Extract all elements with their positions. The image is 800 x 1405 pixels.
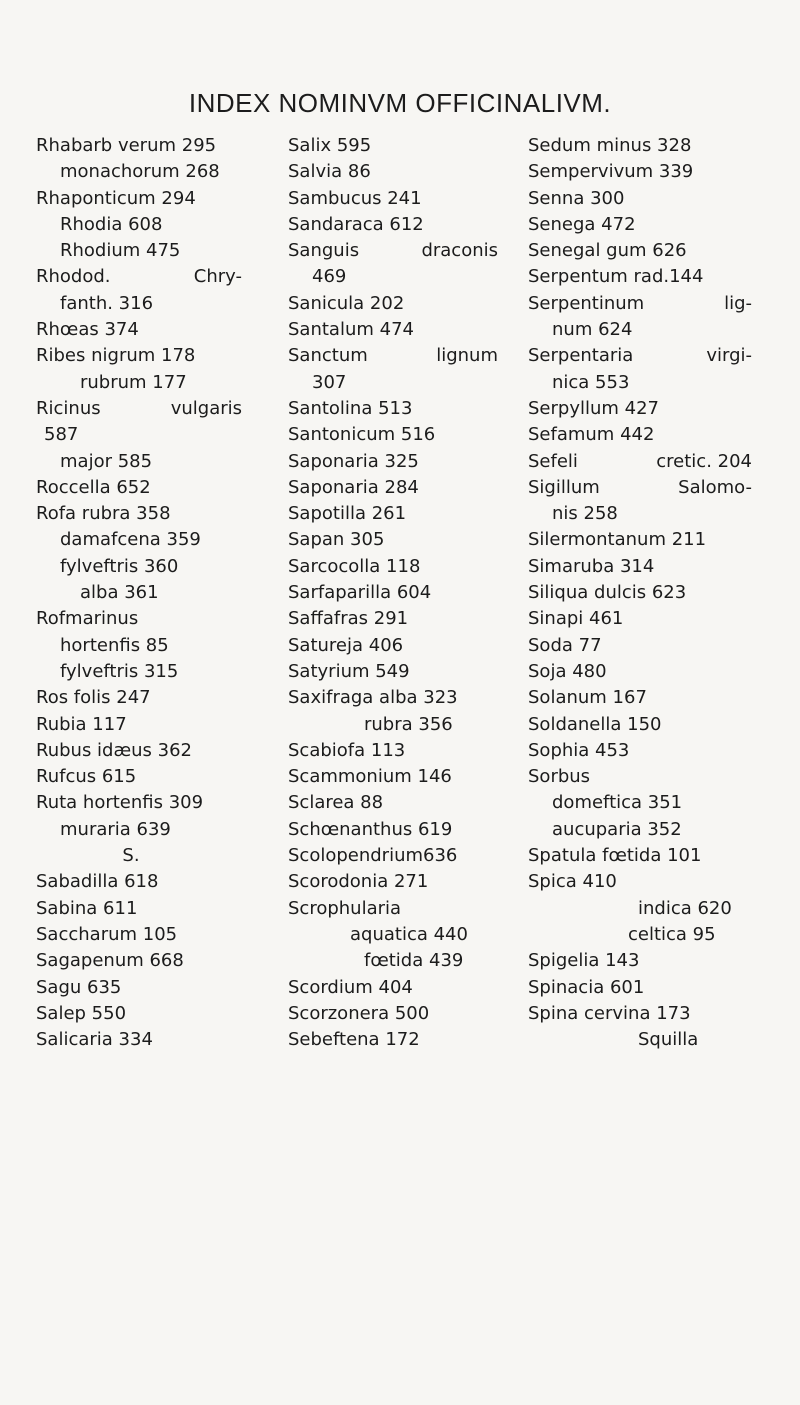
- index-entry: Santolina 513: [288, 397, 413, 419]
- index-entry: Salix 595: [288, 135, 372, 156]
- index-entry: rubrum 177: [80, 371, 187, 393]
- index-entry: Sabina 611: [36, 897, 138, 919]
- index-entry: Scolopendrium636: [288, 845, 458, 867]
- index-entry: Solanum 167: [528, 687, 647, 709]
- index-entry: Simaruba 314: [528, 555, 655, 577]
- index-entry: Santonicum 516: [288, 424, 436, 446]
- index-entry: Rhabarb verum 295: [36, 135, 217, 156]
- index-entry: Rofa rubra 358: [36, 503, 171, 525]
- index-entry: num 624: [552, 319, 633, 341]
- index-entry-part: lignum: [436, 345, 498, 367]
- index-entry-part: Sigillum: [528, 476, 600, 498]
- index-entry-part: Sanctum: [288, 345, 368, 367]
- index-entry: Salep 550: [36, 1002, 127, 1024]
- index-entry: Rufcus 615: [36, 766, 137, 788]
- index-entry: monachorum 268: [60, 161, 220, 183]
- index-entry-part: virgi-: [706, 345, 752, 367]
- index-column-3: [528, 133, 778, 1053]
- index-entry: Spigelia 143: [528, 950, 640, 972]
- index-entry: Rhodium 475: [60, 240, 181, 262]
- index-entry: Sorbus: [528, 766, 591, 788]
- index-entry: hortenfis 85: [60, 634, 169, 656]
- index-entry-part: Serpentinum: [528, 292, 645, 314]
- index-column-1: [36, 133, 256, 1053]
- index-entry: [36, 396, 242, 422]
- index-entry: Silermontanum 211: [528, 529, 707, 551]
- index-entry: Satyrium 549: [288, 660, 410, 682]
- index-entry: Rubus idæus 362: [36, 739, 193, 761]
- index-entry: S.: [122, 845, 140, 867]
- index-entry: domeftica 351: [552, 792, 683, 814]
- index-entry: Scammonium 146: [288, 766, 452, 788]
- index-entry: Sarcocolla 118: [288, 555, 421, 577]
- index-entry: fœtida 439: [364, 950, 464, 972]
- index-entry: damafcena 359: [60, 529, 201, 551]
- index-entry: Ruta hortenfis 309: [36, 792, 204, 814]
- index-entry: Siliqua dulcis 623: [528, 582, 687, 604]
- index-entry: Sapotilla 261: [288, 503, 407, 525]
- index-entry-part: vulgaris: [170, 397, 242, 419]
- index-entry: [528, 475, 752, 501]
- index-entry: Scorzonera 500: [288, 1002, 430, 1024]
- index-entry: Squilla: [638, 1029, 699, 1051]
- index-entry: Sedum minus 328: [528, 135, 692, 156]
- index-entry: [528, 291, 752, 317]
- index-entry: 307: [312, 371, 347, 393]
- index-entry: Sagu 635: [36, 976, 122, 998]
- index-entry: Saponaria 284: [288, 476, 419, 498]
- index-entry: Serpyllum 427: [528, 397, 660, 419]
- index-entry: Soldanella 150: [528, 713, 662, 735]
- index-entry: Sclarea 88: [288, 792, 384, 814]
- index-entry: Rhodia 608: [60, 213, 163, 235]
- index-entry: Spina cervina 173: [528, 1002, 691, 1024]
- index-entry: 469: [312, 266, 347, 288]
- index-column-2: [288, 133, 518, 1053]
- index-entry: Saffafras 291: [288, 608, 409, 630]
- index-entry: alba 361: [80, 582, 159, 604]
- index-entry: Sophia 453: [528, 739, 630, 761]
- index-entry: fanth. 316: [60, 292, 154, 314]
- index-entry-part: cretic. 204: [656, 450, 752, 472]
- index-entry: fylveftris 315: [60, 660, 179, 682]
- index-entry: Sagapenum 668: [36, 950, 184, 972]
- index-entry: Scorodonia 271: [288, 871, 429, 893]
- index-entry: Saxifraga alba 323: [288, 687, 458, 709]
- index-entry: Senna 300: [528, 187, 625, 209]
- index-entry: nica 553: [552, 371, 630, 393]
- index-entry: aucuparia 352: [552, 818, 682, 840]
- index-entry: Sarfaparilla 604: [288, 582, 432, 604]
- index-entry: [288, 343, 498, 369]
- index-entry: Sanicula 202: [288, 292, 405, 314]
- index-entry: nis 258: [552, 503, 618, 525]
- index-entry: Rhœas 374: [36, 319, 139, 341]
- index-entry: Serpentum rad.144: [528, 266, 704, 288]
- index-entry: Sapan 305: [288, 529, 385, 551]
- index-entry: Salvia 86: [288, 161, 371, 183]
- index-entry: celtica 95: [628, 923, 716, 945]
- index-entry: Salicaria 334: [36, 1029, 153, 1051]
- index-entry: Sambucus 241: [288, 187, 422, 209]
- index-entry: 587: [44, 424, 79, 446]
- index-entry: Sandaraca 612: [288, 213, 424, 235]
- index-entry: major 585: [60, 450, 153, 472]
- index-entry: indica 620: [638, 897, 732, 919]
- index-entry: Soda 77: [528, 634, 602, 656]
- index-entry: rubra 356: [364, 713, 453, 735]
- index-entry: Spica 410: [528, 871, 617, 893]
- index-entry: Rofmarinus: [36, 608, 139, 630]
- index-entry: Rhaponticum 294: [36, 187, 196, 209]
- index-entry: Ribes nigrum 178: [36, 345, 196, 367]
- index-entry: [528, 449, 752, 475]
- index-entry-part: Serpentaria: [528, 345, 634, 367]
- index-entry: Senegal gum 626: [528, 240, 687, 262]
- index-entry: muraria 639: [60, 818, 171, 840]
- index-entry: Sinapi 461: [528, 608, 624, 630]
- index-entry: Senega 472: [528, 213, 636, 235]
- index-entry: Santalum 474: [288, 319, 414, 341]
- index-entry: fylveftris 360: [60, 555, 179, 577]
- index-entry-part: Sanguis: [288, 240, 360, 262]
- index-entry: Spatula fœtida 101: [528, 845, 702, 867]
- index-entry: Scrophularia: [288, 897, 402, 919]
- index-entry: Spinacia 601: [528, 976, 645, 998]
- index-entry: [528, 343, 752, 369]
- index-entry-part: Salomo-: [678, 476, 752, 498]
- index-entry: Soja 480: [528, 660, 607, 682]
- index-entry-part: draconis: [421, 240, 498, 262]
- index-entry: Sefamum 442: [528, 424, 655, 446]
- index-entry: [288, 238, 498, 264]
- index-entry: Sabadilla 618: [36, 871, 159, 893]
- index-entry: Scordium 404: [288, 976, 413, 998]
- index-entry: Saccharum 105: [36, 923, 178, 945]
- index-entry-part: Rhodod.: [36, 266, 111, 288]
- index-entry: Roccella 652: [36, 476, 151, 498]
- index-entry-part: Ricinus: [36, 397, 101, 419]
- index-entry: Sebeftena 172: [288, 1029, 420, 1051]
- index-entry: Sempervivum 339: [528, 161, 694, 183]
- index-entry-part: lig-: [724, 292, 752, 314]
- index-entry: Satureja 406: [288, 634, 404, 656]
- index-entry: Schœnanthus 619: [288, 818, 453, 840]
- index-entry: Ros folis 247: [36, 687, 151, 709]
- index-entry: Scabiofa 113: [288, 739, 406, 761]
- index-entry: Rubia 117: [36, 713, 127, 735]
- index-entry: aquatica 440: [350, 923, 468, 945]
- index-entry: Saponaria 325: [288, 450, 419, 472]
- index-entry-part: Sefeli: [528, 450, 578, 472]
- page-title: INDEX NOMINVM OFFICINALIVM.: [188, 88, 612, 118]
- index-entry: [36, 264, 242, 290]
- index-entry-part: Chry-: [193, 266, 242, 288]
